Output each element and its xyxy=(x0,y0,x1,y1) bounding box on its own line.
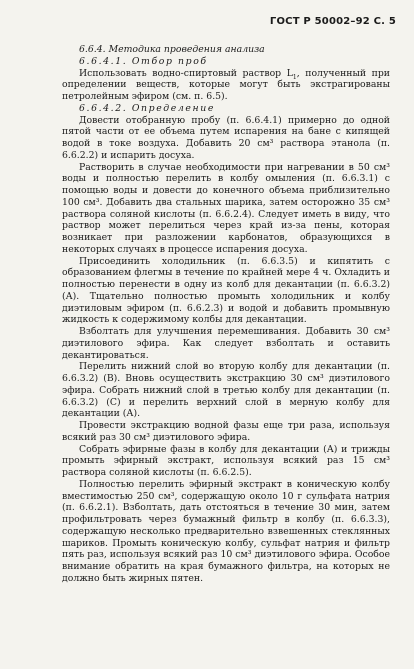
paragraph-2: Довести отобранную пробу (п. 6.6.4.1) примерно до одной пятой части от ее объема путем испарения на бане с кипящей водой в токе воздуха. Добавить 20 см³ раствора этанола (п. 6.6.2.2) и испарить досуха. xyxy=(62,114,390,161)
paragraph-7: Провести экстракцию водной фазы еще три раза, используя всякий раз 30 см³ диэтилового эфира. xyxy=(62,420,390,443)
paragraph-9: Полностью перелить эфирный экстракт в коническую колбу вместимостью 250 см³, содержащую около 10 г сульфата натрия (п. 6.6.2.1). Взболтать, дать отстояться в течение 30 мин, затем профильтровать через бумажный фильтр в колбу (п. 6.6.3.3), содержащую несколько предварительно взвешенных стеклянных шариков. Промыть коническую колбу, сульфат натрия и фильтр пять раз, используя всякий раз 10 см³ диэтилового эфира. Особое внимание обратить на края бумажного фильтра, на которых не должно быть жирных пятен. xyxy=(62,478,390,584)
paragraph-1 xyxy=(62,68,390,103)
subsection-sampling: 6.6.4.1. Отбор проб xyxy=(79,55,208,67)
paragraph-1-text: Использовать водно-спиртовый раствор L xyxy=(79,67,293,79)
paragraph-1-rest: , полученный при определении веществ, которые могут быть экстрагированы петролейным эфиром (см. п. 6.5). xyxy=(62,67,390,102)
paragraph-5: Взболтать для улучшения перемешивания. Добавить 30 см³ диэтилового эфира. Как следует взболтать и оставить декантироваться. xyxy=(62,326,390,361)
subsection-determination: 6.6.4.2. Определение xyxy=(79,102,215,114)
section-title: 6.6.4. Методика проведения анализа xyxy=(79,44,265,55)
paragraph-4: Присоединить холодильник (п. 6.6.3.5) и кипятить с образованием флегмы в течение по крайней мере 4 ч. Охладить и полностью перенести в одну из колб для декантации (п. 6.6.3.2) (А). Тщательно полностью промыть холодильник и колбу диэтиловым эфиром (п. 6.6.2.3) и водой и добавить промывную жидкость к содержимому колбы для декантации. xyxy=(62,255,390,326)
paragraph-3: Растворить в случае необходимости при нагревании в 50 см³ воды и полностью перелить в колбу омыления (п. 6.6.3.1) с помощью воды и довести до конечного объема приблизительно 100 см³. Добавить два стальных шарика, затем осторожно 35 см³ раствора соляной кислоты (п. 6.6.2.4). Следует иметь в виду, что раствор может перелиться через край из-за пены, которая возникает при разложении карбонатов, образующихся в некоторых случаях в процессе испарения досуха. xyxy=(62,161,390,255)
page-header: ГОСТ Р 50002–92 С. 5 xyxy=(269,16,396,27)
paragraph-8: Собрать эфирные фазы в колбу для декантации (А) и трижды промыть эфирный экстракт, используя всякий раз 15 см³ раствора соляной кислоты (п. 6.6.2.5). xyxy=(62,443,390,478)
paragraph-1-subscript: 1 xyxy=(292,73,297,81)
paragraph-6: Перелить нижний слой во вторую колбу для декантации (п. 6.6.3.2) (В). Вновь осуществить экстракцию 30 см³ диэтилового эфира. Собрать нижний слой в третью колбу для декантации (п. 6.6.3.2) (С) и перелить верхний слой в мерную колбу для декантации (А). xyxy=(62,361,390,420)
document-body xyxy=(62,44,390,585)
